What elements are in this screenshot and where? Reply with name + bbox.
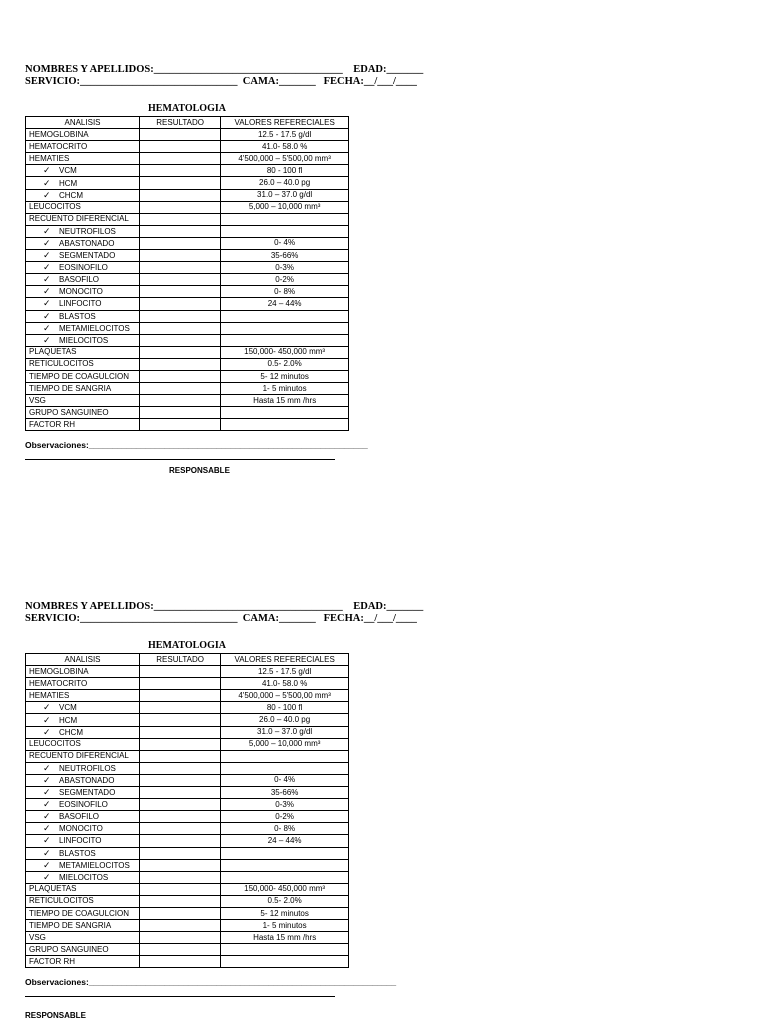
- column-header-resultado: RESULTADO: [140, 117, 221, 129]
- result-cell[interactable]: [140, 702, 221, 714]
- result-cell[interactable]: [140, 153, 221, 165]
- analysis-name: [26, 129, 140, 141]
- result-cell[interactable]: [140, 310, 221, 322]
- check-mark-icon: ✓: [43, 286, 51, 297]
- check-mark-icon: ✓: [43, 165, 51, 176]
- check-mark-icon: ✓: [43, 871, 51, 882]
- check-mark-icon: ✓: [43, 799, 51, 810]
- reference-value: 5,000 – 10,000 mm³: [221, 201, 349, 213]
- reference-value: Hasta 15 mm /hrs: [221, 395, 349, 407]
- reference-value: 26.0 – 40.0 pg: [221, 714, 349, 726]
- analysis-name: [26, 419, 140, 431]
- result-cell[interactable]: [140, 358, 221, 370]
- responsable-label: RESPONSABLE: [25, 1011, 86, 1021]
- analysis-label: RECUENTO DIFERENCIAL: [29, 214, 129, 224]
- analysis-label: BASOFILO: [59, 812, 100, 822]
- table-row: [26, 690, 349, 702]
- table-row: [26, 262, 349, 274]
- analysis-name: [26, 847, 140, 859]
- reference-value: 5- 12 minutos: [221, 907, 349, 919]
- table-row: [26, 153, 349, 165]
- table-row: [26, 237, 349, 249]
- result-cell[interactable]: [140, 225, 221, 237]
- observaciones-second-line: [25, 450, 335, 460]
- result-cell[interactable]: [140, 370, 221, 382]
- analysis-name: [26, 738, 140, 750]
- table-row: [26, 702, 349, 714]
- check-mark-icon: ✓: [43, 298, 51, 309]
- reference-value: Hasta 15 mm /hrs: [221, 932, 349, 944]
- reference-value: 80 - 100 fl: [221, 165, 349, 177]
- table-row: [26, 847, 349, 859]
- result-cell[interactable]: [140, 871, 221, 883]
- analysis-label: PLAQUETAS: [29, 347, 77, 357]
- observaciones-second-line: [25, 987, 335, 997]
- result-cell[interactable]: [140, 262, 221, 274]
- reference-value: 0.5- 2.0%: [221, 358, 349, 370]
- result-cell[interactable]: [140, 201, 221, 213]
- analysis-label: HEMOGLOBINA: [29, 666, 89, 676]
- table-row: [26, 726, 349, 738]
- reference-value: 5,000 – 10,000 mm³: [221, 738, 349, 750]
- analysis-name: [26, 153, 140, 165]
- table-row: [26, 383, 349, 395]
- analysis-name: [26, 932, 140, 944]
- result-cell[interactable]: [140, 920, 221, 932]
- reference-value: 1- 5 minutos: [221, 920, 349, 932]
- table-row: [26, 165, 349, 177]
- analysis-label: BASOFILO: [59, 275, 100, 285]
- table-row: [26, 895, 349, 907]
- reference-value: 150,000- 450,000 mm³: [221, 346, 349, 358]
- table-row: [26, 310, 349, 322]
- result-cell[interactable]: [140, 883, 221, 895]
- lab-table: [25, 116, 349, 431]
- analysis-label: FACTOR RH: [29, 956, 76, 966]
- result-cell[interactable]: [140, 237, 221, 249]
- result-cell[interactable]: [140, 859, 221, 871]
- analysis-name: [26, 346, 140, 358]
- result-cell[interactable]: [140, 322, 221, 334]
- table-row: [26, 920, 349, 932]
- analysis-name: [26, 225, 140, 237]
- analysis-name: [26, 322, 140, 334]
- table-row: [26, 762, 349, 774]
- reference-value: 41.0- 58.0 %: [221, 141, 349, 153]
- result-cell[interactable]: [140, 823, 221, 835]
- result-cell[interactable]: [140, 714, 221, 726]
- check-mark-icon: ✓: [43, 310, 51, 321]
- analysis-label: ABASTONADO: [59, 775, 115, 785]
- reference-value: 12.5 - 17.5 g/dl: [221, 666, 349, 678]
- column-header-analisis: ANALISIS: [26, 654, 140, 666]
- analysis-name: [26, 714, 140, 726]
- reference-value: [221, 847, 349, 859]
- reference-value: 80 - 100 fl: [221, 702, 349, 714]
- analysis-label: BLASTOS: [59, 311, 96, 321]
- column-header-valores: VALORES REFERECIALES: [221, 654, 349, 666]
- analysis-name: [26, 395, 140, 407]
- table-row: [26, 750, 349, 762]
- table-row: [26, 298, 349, 310]
- check-mark-icon: ✓: [43, 787, 51, 798]
- analysis-label: SEGMENTADO: [59, 251, 116, 261]
- result-cell[interactable]: [140, 165, 221, 177]
- reference-value: 1- 5 minutos: [221, 383, 349, 395]
- reference-value: [221, 334, 349, 346]
- table-row: [26, 738, 349, 750]
- analysis-label: EOSINOFILO: [59, 800, 108, 810]
- analysis-name: [26, 823, 140, 835]
- reference-value: 24 – 44%: [221, 835, 349, 847]
- reference-value: 150,000- 450,000 mm³: [221, 883, 349, 895]
- table-row: [26, 274, 349, 286]
- table-row: [26, 286, 349, 298]
- check-mark-icon: ✓: [43, 334, 51, 345]
- hematologia-form-1: [25, 64, 424, 476]
- analysis-label: BLASTOS: [59, 848, 96, 858]
- check-mark-icon: ✓: [43, 225, 51, 236]
- table-row: [26, 871, 349, 883]
- result-cell[interactable]: [140, 895, 221, 907]
- analysis-name: [26, 920, 140, 932]
- reference-value: 0- 4%: [221, 774, 349, 786]
- analysis-name: [26, 666, 140, 678]
- check-mark-icon: ✓: [43, 237, 51, 248]
- analysis-name: [26, 944, 140, 956]
- reference-value: 35-66%: [221, 250, 349, 262]
- result-cell[interactable]: [140, 298, 221, 310]
- analysis-label: FACTOR RH: [29, 419, 76, 429]
- analysis-name: [26, 787, 140, 799]
- analysis-label: RETICULOCITOS: [29, 359, 94, 369]
- reference-value: 35-66%: [221, 787, 349, 799]
- analysis-name: [26, 762, 140, 774]
- analysis-label: ABASTONADO: [59, 238, 115, 248]
- analysis-name: [26, 274, 140, 286]
- table-row: [26, 944, 349, 956]
- reference-value: [221, 944, 349, 956]
- reference-value: 31.0 – 37.0 g/dl: [221, 189, 349, 201]
- reference-value: [221, 213, 349, 225]
- analysis-name: [26, 310, 140, 322]
- analysis-label: HCM: [59, 715, 78, 725]
- analysis-label: VSG: [29, 932, 46, 942]
- table-row: [26, 407, 349, 419]
- result-cell[interactable]: [140, 690, 221, 702]
- reference-value: 4'500,000 – 5'500,00 mm³: [221, 690, 349, 702]
- analysis-name: [26, 262, 140, 274]
- analysis-name: [26, 811, 140, 823]
- table-row: [26, 883, 349, 895]
- analysis-name: [26, 799, 140, 811]
- reference-value: [221, 871, 349, 883]
- result-cell[interactable]: [140, 799, 221, 811]
- result-cell[interactable]: [140, 750, 221, 762]
- analysis-label: HEMATIES: [29, 153, 70, 163]
- analysis-label: CHCM: [59, 727, 83, 737]
- reference-value: [221, 225, 349, 237]
- reference-value: 0-3%: [221, 262, 349, 274]
- check-mark-icon: ✓: [43, 189, 51, 200]
- analysis-label: VCM: [59, 703, 77, 713]
- analysis-name: [26, 726, 140, 738]
- analysis-label: MONOCITO: [59, 824, 103, 834]
- hematologia-form-2: [25, 601, 424, 1021]
- section-title: HEMATOLOGIA: [148, 640, 226, 651]
- table-row: [26, 129, 349, 141]
- analysis-name: [26, 750, 140, 762]
- check-mark-icon: ✓: [43, 823, 51, 834]
- analysis-name: [26, 286, 140, 298]
- analysis-name: [26, 774, 140, 786]
- check-mark-icon: ✓: [43, 835, 51, 846]
- result-cell[interactable]: [140, 907, 221, 919]
- analysis-label: LEUCOCITOS: [29, 202, 81, 212]
- result-cell[interactable]: [140, 346, 221, 358]
- column-header-resultado: RESULTADO: [140, 654, 221, 666]
- analysis-name: [26, 883, 140, 895]
- result-cell[interactable]: [140, 835, 221, 847]
- reference-value: [221, 322, 349, 334]
- result-cell[interactable]: [140, 762, 221, 774]
- patient-name-age-line: NOMBRES Y APELLIDOS:____________________________________ EDAD:_______: [25, 601, 424, 612]
- table-row: [26, 678, 349, 690]
- analysis-name: [26, 383, 140, 395]
- table-row: [26, 932, 349, 944]
- analysis-name: [26, 141, 140, 153]
- analysis-name: [26, 213, 140, 225]
- analysis-label: LEUCOCITOS: [29, 739, 81, 749]
- check-mark-icon: ✓: [43, 762, 51, 773]
- table-row: [26, 213, 349, 225]
- analysis-name: [26, 702, 140, 714]
- analysis-label: GRUPO SANGUINEO: [29, 407, 109, 417]
- analysis-name: [26, 201, 140, 213]
- analysis-label: HEMATOCRITO: [29, 678, 88, 688]
- analysis-label: HEMATIES: [29, 690, 70, 700]
- analysis-label: EOSINOFILO: [59, 263, 108, 273]
- analysis-label: TIEMPO DE SANGRIA: [29, 383, 112, 393]
- reference-value: 0- 8%: [221, 286, 349, 298]
- reference-value: [221, 956, 349, 968]
- analysis-label: HCM: [59, 178, 78, 188]
- lab-table: [25, 653, 349, 968]
- reference-value: 5- 12 minutos: [221, 370, 349, 382]
- analysis-label: METAMIELOCITOS: [59, 323, 130, 333]
- check-mark-icon: ✓: [43, 702, 51, 713]
- reference-value: 0.5- 2.0%: [221, 895, 349, 907]
- analysis-name: [26, 334, 140, 346]
- analysis-name: [26, 690, 140, 702]
- analysis-label: RECUENTO DIFERENCIAL: [29, 751, 129, 761]
- analysis-name: [26, 859, 140, 871]
- reference-value: 0-2%: [221, 274, 349, 286]
- analysis-name: [26, 165, 140, 177]
- reference-value: [221, 750, 349, 762]
- table-row: [26, 395, 349, 407]
- check-mark-icon: ✓: [43, 774, 51, 785]
- check-mark-icon: ✓: [43, 262, 51, 273]
- result-cell[interactable]: [140, 419, 221, 431]
- reference-value: 12.5 - 17.5 g/dl: [221, 129, 349, 141]
- table-row: [26, 714, 349, 726]
- analysis-label: NEUTROFILOS: [59, 226, 116, 236]
- analysis-name: [26, 907, 140, 919]
- analysis-name: [26, 177, 140, 189]
- result-cell[interactable]: [140, 738, 221, 750]
- reference-value: 0- 8%: [221, 823, 349, 835]
- reference-value: 4'500,000 – 5'500,00 mm³: [221, 153, 349, 165]
- responsable-label: RESPONSABLE: [169, 466, 230, 476]
- observaciones-line: Observaciones:_________________________________________________________________: [25, 977, 397, 988]
- table-row: [26, 346, 349, 358]
- table-row: [26, 189, 349, 201]
- result-cell[interactable]: [140, 177, 221, 189]
- analysis-label: HEMATOCRITO: [29, 141, 88, 151]
- table-row: [26, 334, 349, 346]
- analysis-name: [26, 250, 140, 262]
- service-bed-date-line: SERVICIO:______________________________ CAMA:_______ FECHA:__/___/____: [25, 613, 417, 624]
- reference-value: 24 – 44%: [221, 298, 349, 310]
- result-cell[interactable]: [140, 250, 221, 262]
- check-mark-icon: ✓: [43, 847, 51, 858]
- analysis-name: [26, 678, 140, 690]
- table-row: [26, 419, 349, 431]
- table-row: [26, 141, 349, 153]
- result-cell[interactable]: [140, 678, 221, 690]
- analysis-name: [26, 370, 140, 382]
- reference-value: 26.0 – 40.0 pg: [221, 177, 349, 189]
- result-cell[interactable]: [140, 274, 221, 286]
- analysis-label: RETICULOCITOS: [29, 896, 94, 906]
- analysis-label: CHCM: [59, 190, 83, 200]
- check-mark-icon: ✓: [43, 250, 51, 261]
- analysis-label: MIELOCITOS: [59, 335, 109, 345]
- analysis-label: SEGMENTADO: [59, 788, 116, 798]
- result-cell[interactable]: [140, 383, 221, 395]
- reference-value: [221, 419, 349, 431]
- check-mark-icon: ✓: [43, 714, 51, 725]
- analysis-label: TIEMPO DE COAGULCION: [29, 371, 130, 381]
- check-mark-icon: ✓: [43, 859, 51, 870]
- table-row: [26, 907, 349, 919]
- table-row: [26, 358, 349, 370]
- table-row: [26, 787, 349, 799]
- check-mark-icon: ✓: [43, 811, 51, 822]
- table-row: [26, 225, 349, 237]
- check-mark-icon: ✓: [43, 726, 51, 737]
- analysis-name: [26, 871, 140, 883]
- result-cell[interactable]: [140, 956, 221, 968]
- table-row: [26, 835, 349, 847]
- result-cell[interactable]: [140, 932, 221, 944]
- result-cell[interactable]: [140, 847, 221, 859]
- reference-value: 31.0 – 37.0 g/dl: [221, 726, 349, 738]
- table-row: [26, 859, 349, 871]
- analysis-name: [26, 298, 140, 310]
- table-row: [26, 666, 349, 678]
- analysis-label: GRUPO SANGUINEO: [29, 944, 109, 954]
- reference-value: 0-3%: [221, 799, 349, 811]
- result-cell[interactable]: [140, 811, 221, 823]
- column-header-valores: VALORES REFERECIALES: [221, 117, 349, 129]
- column-header-analisis: ANALISIS: [26, 117, 140, 129]
- table-row: [26, 177, 349, 189]
- result-cell[interactable]: [140, 286, 221, 298]
- reference-value: [221, 859, 349, 871]
- section-title: HEMATOLOGIA: [148, 103, 226, 114]
- analysis-label: TIEMPO DE COAGULCION: [29, 908, 130, 918]
- result-cell[interactable]: [140, 189, 221, 201]
- check-mark-icon: ✓: [43, 177, 51, 188]
- reference-value: [221, 762, 349, 774]
- table-row: [26, 823, 349, 835]
- analysis-label: LINFOCITO: [59, 299, 102, 309]
- table-row: [26, 774, 349, 786]
- result-cell[interactable]: [140, 407, 221, 419]
- result-cell[interactable]: [140, 334, 221, 346]
- result-cell[interactable]: [140, 213, 221, 225]
- table-row: [26, 799, 349, 811]
- reference-value: [221, 310, 349, 322]
- analysis-name: [26, 956, 140, 968]
- analysis-label: VSG: [29, 395, 46, 405]
- check-mark-icon: ✓: [43, 322, 51, 333]
- reference-value: 0-2%: [221, 811, 349, 823]
- analysis-name: [26, 835, 140, 847]
- result-cell[interactable]: [140, 774, 221, 786]
- analysis-name: [26, 407, 140, 419]
- analysis-label: MIELOCITOS: [59, 872, 109, 882]
- table-row: [26, 201, 349, 213]
- reference-value: [221, 407, 349, 419]
- patient-name-age-line: NOMBRES Y APELLIDOS:____________________________________ EDAD:_______: [25, 64, 424, 75]
- analysis-name: [26, 895, 140, 907]
- analysis-name: [26, 237, 140, 249]
- observaciones-line: Observaciones:___________________________________________________________: [25, 440, 368, 451]
- analysis-label: MONOCITO: [59, 287, 103, 297]
- service-bed-date-line: SERVICIO:______________________________ CAMA:_______ FECHA:__/___/____: [25, 76, 417, 87]
- analysis-label: PLAQUETAS: [29, 884, 77, 894]
- result-cell[interactable]: [140, 944, 221, 956]
- analysis-label: NEUTROFILOS: [59, 763, 116, 773]
- result-cell[interactable]: [140, 395, 221, 407]
- table-row: [26, 250, 349, 262]
- check-mark-icon: ✓: [43, 274, 51, 285]
- result-cell[interactable]: [140, 129, 221, 141]
- result-cell[interactable]: [140, 141, 221, 153]
- result-cell[interactable]: [140, 666, 221, 678]
- table-row: [26, 811, 349, 823]
- analysis-name: [26, 358, 140, 370]
- result-cell[interactable]: [140, 726, 221, 738]
- analysis-label: HEMOGLOBINA: [29, 129, 89, 139]
- analysis-label: METAMIELOCITOS: [59, 860, 130, 870]
- analysis-label: LINFOCITO: [59, 836, 102, 846]
- analysis-label: TIEMPO DE SANGRIA: [29, 920, 112, 930]
- reference-value: 41.0- 58.0 %: [221, 678, 349, 690]
- analysis-label: VCM: [59, 166, 77, 176]
- table-row: [26, 370, 349, 382]
- table-row: [26, 322, 349, 334]
- analysis-name: [26, 189, 140, 201]
- result-cell[interactable]: [140, 787, 221, 799]
- table-row: [26, 956, 349, 968]
- reference-value: 0- 4%: [221, 237, 349, 249]
